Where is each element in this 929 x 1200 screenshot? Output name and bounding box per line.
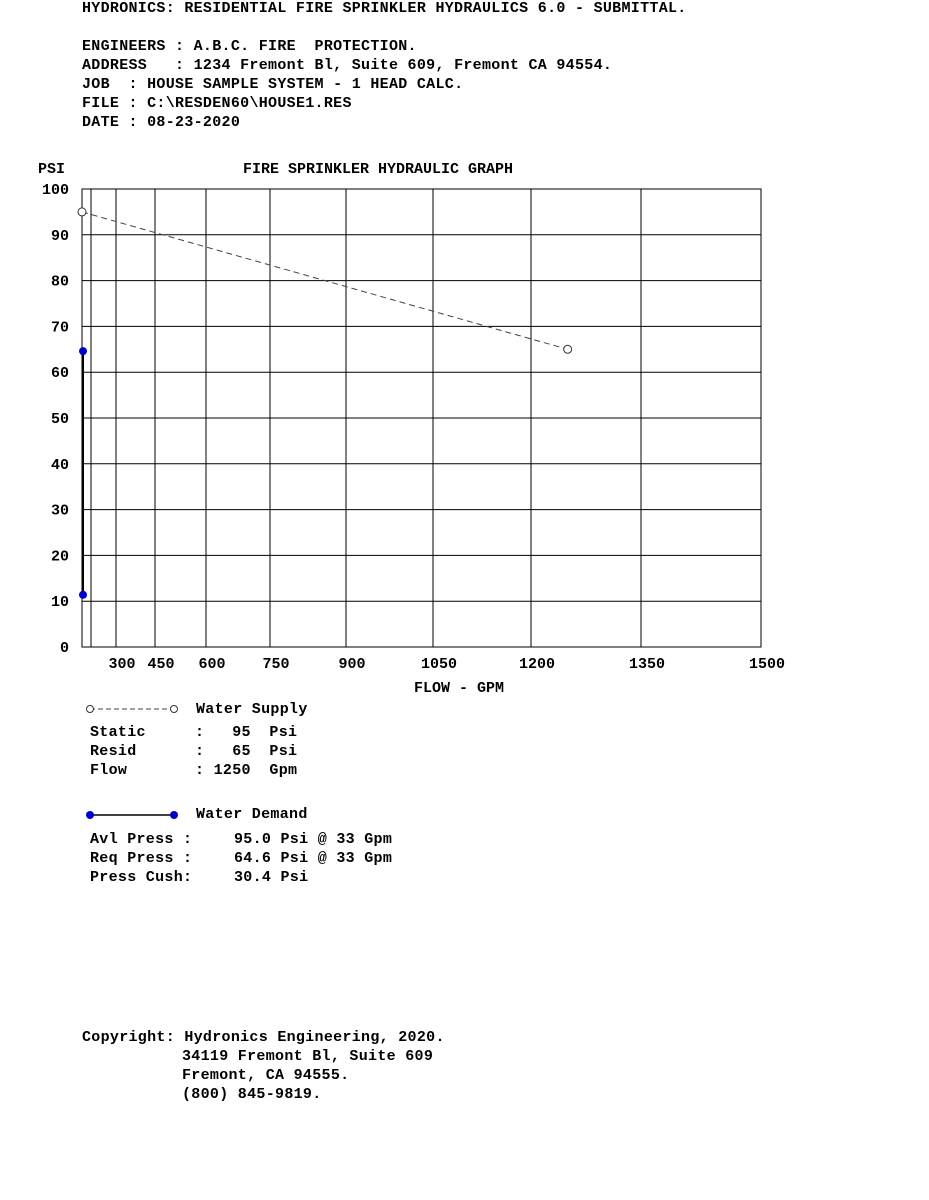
avl-press-value: 95.0 Psi @ 33 Gpm bbox=[234, 831, 393, 848]
footer-phone: (800) 845-9819. bbox=[182, 1086, 322, 1103]
press-cush-value: 30.4 Psi bbox=[234, 869, 309, 886]
file-value: C:\RESDEN60\HOUSE1.RES bbox=[147, 95, 352, 112]
demand-point bbox=[79, 347, 87, 355]
x-tick-labels bbox=[108, 656, 785, 673]
chart-grid bbox=[82, 189, 761, 647]
report-title: HYDRONICS: RESIDENTIAL FIRE SPRINKLER HYDRAULICS 6.0 - SUBMITTAL. bbox=[82, 0, 687, 17]
y-tick-label: 100 bbox=[41, 182, 69, 199]
flow-label: Flow bbox=[90, 762, 128, 779]
y-tick-label: 90 bbox=[50, 227, 69, 245]
footer-address: 34119 Fremont Bl, Suite 609 bbox=[182, 1048, 434, 1065]
y-tick-label: 60 bbox=[50, 365, 69, 383]
date-label: DATE : bbox=[82, 114, 148, 131]
job-value: HOUSE SAMPLE SYSTEM - 1 HEAD CALC. bbox=[147, 76, 464, 93]
press-cush-label: Press Cush: bbox=[90, 869, 193, 886]
job-label: JOB : bbox=[82, 76, 148, 93]
x-tick-label: 1050 bbox=[420, 656, 458, 673]
x-tick-label: 900 bbox=[338, 656, 366, 673]
y-tick-label: 30 bbox=[50, 502, 69, 520]
resid-value: : 65 Psi bbox=[195, 743, 298, 760]
x-tick-label: 1200 bbox=[518, 656, 556, 673]
x-tick-label: 1350 bbox=[628, 656, 666, 673]
y-tick-label: 80 bbox=[50, 273, 69, 291]
supply-legend-swatch bbox=[85, 702, 180, 716]
y-tick-label: 50 bbox=[50, 411, 69, 428]
footer-city: Fremont, CA 94555. bbox=[182, 1067, 350, 1084]
address-label: ADDRESS : bbox=[82, 57, 194, 74]
x-tick-label: 450 bbox=[147, 656, 175, 673]
req-press-value: 64.6 Psi @ 33 Gpm bbox=[234, 850, 393, 867]
req-press-label: Req Press : bbox=[90, 850, 193, 867]
x-tick-label: 1500 bbox=[748, 656, 786, 673]
chart-series bbox=[78, 208, 572, 599]
x-tick-label: 300 bbox=[108, 656, 136, 673]
demand-legend-label: Water Demand bbox=[196, 806, 308, 823]
engineers-label: ENGINEERS : bbox=[82, 38, 194, 55]
file-label: FILE : bbox=[82, 95, 148, 112]
y-tick-label: 0 bbox=[59, 640, 69, 657]
engineers-value: A.B.C. FIRE PROTECTION. bbox=[193, 38, 417, 55]
x-tick-label: 750 bbox=[262, 656, 290, 673]
x-tick-label: 600 bbox=[198, 656, 226, 673]
avl-press-label: Avl Press : bbox=[90, 831, 193, 848]
supply-legend-label: Water Supply bbox=[196, 701, 308, 718]
y-tick-label: 70 bbox=[50, 319, 69, 337]
y-tick-label: 10 bbox=[50, 594, 69, 612]
static-label: Static bbox=[90, 724, 146, 741]
demand-legend-swatch bbox=[84, 808, 180, 822]
chart-title: FIRE SPRINKLER HYDRAULIC GRAPH bbox=[243, 161, 514, 178]
supply-point bbox=[564, 345, 572, 353]
y-tick-label: 20 bbox=[50, 548, 69, 566]
resid-label: Resid bbox=[90, 743, 137, 760]
demand-point bbox=[79, 591, 87, 599]
address-value: 1234 Fremont Bl, Suite 609, Fremont CA 94554. bbox=[193, 57, 613, 74]
y-tick-labels bbox=[42, 182, 69, 657]
date-value: 08-23-2020 bbox=[147, 114, 241, 131]
y-tick-label: 40 bbox=[50, 456, 69, 474]
static-value: : 95 Psi bbox=[195, 724, 298, 741]
supply-point bbox=[78, 208, 86, 216]
y-axis-label: PSI bbox=[38, 161, 66, 178]
flow-value: : 1250 Gpm bbox=[195, 762, 298, 779]
copyright-line: Copyright: Hydronics Engineering, 2020. bbox=[82, 1029, 445, 1046]
x-axis-label: FLOW - GPM bbox=[414, 680, 505, 697]
